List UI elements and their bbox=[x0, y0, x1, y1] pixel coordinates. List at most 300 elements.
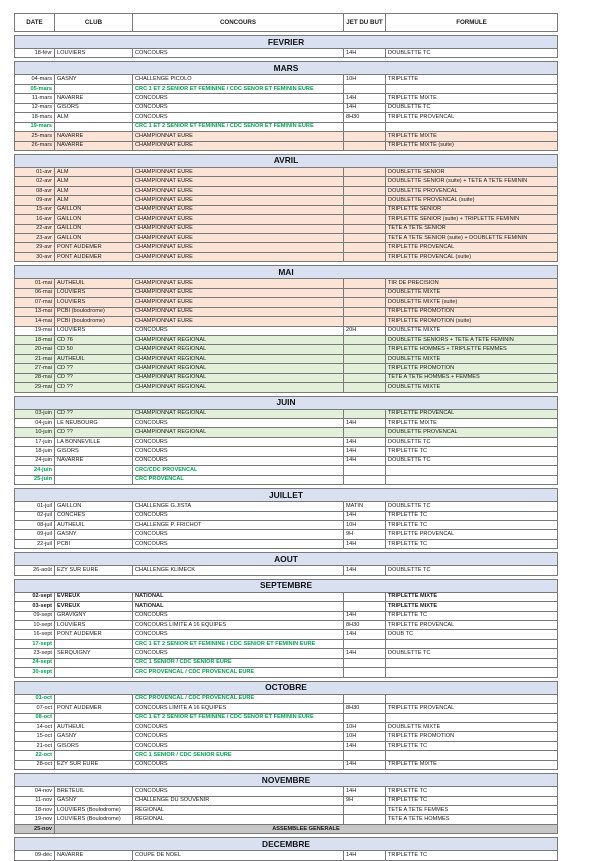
month-header-row bbox=[15, 579, 558, 592]
club-cell: PCBI (boulodrome) bbox=[55, 317, 133, 326]
date-cell: 06-mai bbox=[15, 288, 55, 297]
club-cell: GISORS bbox=[55, 103, 133, 112]
formule-cell: TRIPLETTE TC bbox=[386, 520, 558, 529]
month-title: AOUT bbox=[15, 553, 558, 566]
jet-du-but-cell bbox=[344, 243, 386, 252]
club-cell: LOUVIERS (Boulodrome) bbox=[55, 815, 133, 824]
formule-cell bbox=[386, 475, 558, 484]
formule-cell bbox=[386, 84, 558, 93]
jet-du-but-cell bbox=[344, 215, 386, 224]
event-row bbox=[15, 732, 558, 741]
date-cell: 11-nov bbox=[15, 796, 55, 805]
club-cell: GRAVIGNY bbox=[55, 611, 133, 620]
date-cell: 12-mars bbox=[15, 103, 55, 112]
formule-cell bbox=[386, 639, 558, 648]
jet-du-but-cell: 14H bbox=[344, 437, 386, 446]
event-row bbox=[15, 288, 558, 297]
jet-du-but-cell: 9H bbox=[344, 796, 386, 805]
date-cell: 18-mai bbox=[15, 335, 55, 344]
date-cell: 14-oct bbox=[15, 722, 55, 731]
concours-cell: CHAMPIONNAT EURE bbox=[133, 298, 344, 307]
concours-cell: CONCOURS bbox=[133, 437, 344, 446]
month-title: MARS bbox=[15, 62, 558, 75]
club-cell: CD 76 bbox=[55, 335, 133, 344]
club-cell: NAVARRE bbox=[55, 851, 133, 860]
formule-cell: DOUBLETTE TC bbox=[386, 103, 558, 112]
concours-cell: CHAMPIONNAT EURE bbox=[133, 317, 344, 326]
concours-cell: CHAMPIONNAT EURE bbox=[133, 243, 344, 252]
formule-cell: DOUBLETTE SENIOR bbox=[386, 167, 558, 176]
concours-cell: CONCOURS bbox=[133, 456, 344, 465]
date-cell: 02-juil bbox=[15, 511, 55, 520]
formule-cell: TRIPLETTE TC bbox=[386, 447, 558, 456]
concours-cell: CHAMPIONNAT EURE bbox=[133, 279, 344, 288]
concours-cell: CRC 1 ET 2 SENIOR ET FEMININE / CDC SENOR ET FEMININ EURE bbox=[133, 713, 344, 722]
event-row bbox=[15, 224, 558, 233]
formule-cell: TRIPLETTE PROMOTION (suite) bbox=[386, 317, 558, 326]
jet-du-but-cell bbox=[344, 84, 386, 93]
event-row bbox=[15, 252, 558, 261]
club-cell: CD ?? bbox=[55, 428, 133, 437]
event-row bbox=[15, 741, 558, 750]
jet-du-but-cell: 14H bbox=[344, 566, 386, 575]
table-body bbox=[15, 32, 558, 861]
jet-du-but-cell: 14H bbox=[344, 787, 386, 796]
club-cell: AUTHEUIL bbox=[55, 354, 133, 363]
formule-cell: DOUBLETTE MIXTE bbox=[386, 722, 558, 731]
concours-cell: CHAMPIONNAT EURE bbox=[133, 186, 344, 195]
event-row bbox=[15, 243, 558, 252]
date-cell: 17-juin bbox=[15, 437, 55, 446]
formule-cell bbox=[386, 668, 558, 677]
event-row bbox=[15, 815, 558, 824]
concours-cell: CONCOURS bbox=[133, 49, 344, 58]
club-cell: GAILLON bbox=[55, 502, 133, 511]
concours-cell: CRC 1 ET 2 SENIOR ET FEMININE / CDC SENOR ET FEMININ EURE bbox=[133, 122, 344, 131]
jet-du-but-cell bbox=[344, 592, 386, 601]
event-row bbox=[15, 335, 558, 344]
club-cell: PONT AUDEMER bbox=[55, 252, 133, 261]
month-title: MAI bbox=[15, 266, 558, 279]
jet-du-but-cell: 14H bbox=[344, 851, 386, 860]
date-cell: 04-mars bbox=[15, 75, 55, 84]
formule-cell: TETE A TETE HOMMES + FEMMES bbox=[386, 373, 558, 382]
jet-du-but-cell bbox=[344, 167, 386, 176]
club-cell: LOUVIERS bbox=[55, 298, 133, 307]
event-row bbox=[15, 428, 558, 437]
jet-du-but-cell bbox=[344, 132, 386, 141]
date-cell: 22-juil bbox=[15, 539, 55, 548]
concours-cell: CONCOURS bbox=[133, 649, 344, 658]
concours-cell: CHAMPIONNAT EURE bbox=[133, 307, 344, 316]
concours-cell: CHAMPIONNAT EURE bbox=[133, 132, 344, 141]
club-cell: PONT AUDEMER bbox=[55, 630, 133, 639]
date-cell: 09-juil bbox=[15, 530, 55, 539]
month-header-row bbox=[15, 489, 558, 502]
club-cell: PCBI (boulodrome) bbox=[55, 307, 133, 316]
formule-cell: TRIPLETTE TC bbox=[386, 851, 558, 860]
event-row bbox=[15, 215, 558, 224]
event-row bbox=[15, 326, 558, 335]
concours-cell: CHALLENGE PICOLO bbox=[133, 75, 344, 84]
month-title: JUILLET bbox=[15, 489, 558, 502]
date-cell: 20-mai bbox=[15, 345, 55, 354]
event-row bbox=[15, 122, 558, 131]
concours-cell: CHAMPIONNAT EURE bbox=[133, 177, 344, 186]
event-row bbox=[15, 364, 558, 373]
club-cell: CD ?? bbox=[55, 383, 133, 392]
event-row bbox=[15, 824, 558, 833]
date-cell: 25-nov bbox=[15, 824, 55, 833]
jet-du-but-cell bbox=[344, 317, 386, 326]
jet-du-but-cell bbox=[344, 383, 386, 392]
formule-cell: TRIPLETTE TC bbox=[386, 511, 558, 520]
concours-cell: CONCOURS bbox=[133, 419, 344, 428]
formule-cell: TRIPLETTE MIXTE bbox=[386, 94, 558, 103]
formule-cell: TRIPLETTE MIXTE (suite) bbox=[386, 141, 558, 150]
formule-cell bbox=[386, 751, 558, 760]
date-cell: 22-oct bbox=[15, 751, 55, 760]
formule-cell: TETE A TETE SENIOR (suite) + DOUBLETTE FEMININ bbox=[386, 234, 558, 243]
club-cell: EVREUX bbox=[55, 592, 133, 601]
jet-du-but-cell bbox=[344, 466, 386, 475]
date-cell: 21-mai bbox=[15, 354, 55, 363]
date-cell: 03-juin bbox=[15, 409, 55, 418]
event-row bbox=[15, 475, 558, 484]
concours-cell: CHAMPIONNAT REGIONAL bbox=[133, 373, 344, 382]
club-cell: BRETEUIL bbox=[55, 787, 133, 796]
month-header-row bbox=[15, 681, 558, 694]
jet-du-but-cell: 20H bbox=[344, 326, 386, 335]
jet-du-but-cell bbox=[344, 298, 386, 307]
club-cell: GASNY bbox=[55, 796, 133, 805]
formule-cell: DOUBLETTE MIXTE bbox=[386, 288, 558, 297]
event-row bbox=[15, 84, 558, 93]
club-cell: LA BONNEVILLE bbox=[55, 437, 133, 446]
concours-cell: CRC PROVENCAL / CDC PROVENCAL EURE bbox=[133, 668, 344, 677]
event-row bbox=[15, 205, 558, 214]
date-cell: 19-nov bbox=[15, 815, 55, 824]
date-cell: 25-mars bbox=[15, 132, 55, 141]
formule-cell: TRIPLETTE PROVENCAL (suite) bbox=[386, 252, 558, 261]
month-title: JUIN bbox=[15, 396, 558, 409]
concours-cell: CHAMPIONNAT REGIONAL bbox=[133, 364, 344, 373]
club-cell: GASNY bbox=[55, 732, 133, 741]
event-row bbox=[15, 704, 558, 713]
event-row bbox=[15, 186, 558, 195]
concours-cell: CONCOURS bbox=[133, 787, 344, 796]
formule-cell bbox=[386, 466, 558, 475]
concours-cell: CHALLENGE G.JISTA bbox=[133, 502, 344, 511]
formule-cell: DOUBLETTE TC bbox=[386, 456, 558, 465]
formule-cell: TRIPLETTE bbox=[386, 75, 558, 84]
date-cell: 01-juil bbox=[15, 502, 55, 511]
month-title: SEPTEMBRE bbox=[15, 579, 558, 592]
date-cell: 26-mars bbox=[15, 141, 55, 150]
concours-cell: REGIONAL bbox=[133, 806, 344, 815]
club-cell: GAILLON bbox=[55, 205, 133, 214]
jet-du-but-cell bbox=[344, 694, 386, 703]
concours-cell: CHAMPIONNAT REGIONAL bbox=[133, 335, 344, 344]
club-cell bbox=[55, 658, 133, 667]
date-cell: 15-avr bbox=[15, 205, 55, 214]
club-cell: LE NEUBOURG bbox=[55, 419, 133, 428]
formule-cell: TRIPLETTE MIXTE bbox=[386, 760, 558, 769]
event-row bbox=[15, 722, 558, 731]
concours-cell: CHAMPIONNAT EURE bbox=[133, 288, 344, 297]
club-cell: PONT AUDEMER bbox=[55, 243, 133, 252]
jet-du-but-cell bbox=[344, 279, 386, 288]
concours-cell: CONCOURS bbox=[133, 447, 344, 456]
formule-cell: TRIPLETTE PROVENCAL bbox=[386, 409, 558, 418]
event-row bbox=[15, 694, 558, 703]
jet-du-but-cell bbox=[344, 713, 386, 722]
date-cell: 22-avr bbox=[15, 224, 55, 233]
event-row bbox=[15, 234, 558, 243]
date-cell: 01-oct bbox=[15, 694, 55, 703]
formule-cell: TRIPLETTE TC bbox=[386, 741, 558, 750]
date-cell: 25-juin bbox=[15, 475, 55, 484]
table-header bbox=[15, 14, 558, 32]
date-cell: 02-avr bbox=[15, 177, 55, 186]
concours-cell: CHAMPIONNAT EURE bbox=[133, 215, 344, 224]
date-cell: 29-avr bbox=[15, 243, 55, 252]
header-date: DATE bbox=[15, 14, 55, 32]
concours-cell: CHAMPIONNAT EURE bbox=[133, 205, 344, 214]
formule-cell: DOUBLETTE MIXTE (suite) bbox=[386, 298, 558, 307]
event-row bbox=[15, 167, 558, 176]
jet-du-but-cell bbox=[344, 354, 386, 363]
formule-cell: TRIPLETTE MIXTE bbox=[386, 592, 558, 601]
event-row bbox=[15, 760, 558, 769]
month-title: FEVRIER bbox=[15, 36, 558, 49]
month-header-row bbox=[15, 266, 558, 279]
concours-cell: CONCOURS bbox=[133, 722, 344, 731]
event-row bbox=[15, 345, 558, 354]
month-title: OCTOBRE bbox=[15, 681, 558, 694]
concours-cell: CHALLENGE KLIMECK bbox=[133, 566, 344, 575]
formule-cell: TRIPLETTE TC bbox=[386, 796, 558, 805]
date-cell: 18-févr bbox=[15, 49, 55, 58]
jet-du-but-cell bbox=[344, 364, 386, 373]
club-cell: LOUVIERS (Boulodrome) bbox=[55, 806, 133, 815]
date-cell: 24-juin bbox=[15, 456, 55, 465]
date-cell: 08-avr bbox=[15, 186, 55, 195]
formule-cell: TRIPLETTE PROMOTION bbox=[386, 307, 558, 316]
jet-du-but-cell: 14H bbox=[344, 447, 386, 456]
club-cell bbox=[55, 668, 133, 677]
formule-cell: TRIPLETTE PROMOTION bbox=[386, 732, 558, 741]
jet-du-but-cell: 14H bbox=[344, 511, 386, 520]
jet-du-but-cell bbox=[344, 122, 386, 131]
concours-cell: NATIONAL bbox=[133, 602, 344, 611]
month-title: DECEMBRE bbox=[15, 838, 558, 851]
concours-cell: CONCOURS bbox=[133, 732, 344, 741]
concours-cell: CRC 1 ET 2 SENIOR ET FEMININE / CDC SENIOR ET FEMININ EURE bbox=[133, 639, 344, 648]
formule-cell: DOUBLETTE SENIOR (suite) + TETE A TETE FEMININ bbox=[386, 177, 558, 186]
club-cell: LOUVIERS bbox=[55, 326, 133, 335]
month-title: AVRIL bbox=[15, 154, 558, 167]
event-row bbox=[15, 796, 558, 805]
concours-cell: CHAMPIONNAT EURE bbox=[133, 167, 344, 176]
jet-du-but-cell: 9H bbox=[344, 530, 386, 539]
club-cell: GAILLON bbox=[55, 234, 133, 243]
jet-du-but-cell bbox=[344, 141, 386, 150]
event-row bbox=[15, 630, 558, 639]
club-cell: LOUVIERS bbox=[55, 621, 133, 630]
date-cell: 30-sept bbox=[15, 668, 55, 677]
concours-cell: CRC PROVENCAL bbox=[133, 475, 344, 484]
formule-cell: DOUBLETTE TC bbox=[386, 566, 558, 575]
club-cell: SERQUIGNY bbox=[55, 649, 133, 658]
date-cell: 02-sept bbox=[15, 592, 55, 601]
jet-du-but-cell bbox=[344, 428, 386, 437]
header-row bbox=[15, 14, 558, 32]
concours-cell: CHAMPIONNAT EURE bbox=[133, 224, 344, 233]
date-cell: 27-mai bbox=[15, 364, 55, 373]
jet-du-but-cell: 14H bbox=[344, 630, 386, 639]
formule-cell: TRIPLETTE MIXTE bbox=[386, 602, 558, 611]
jet-du-but-cell: 8H30 bbox=[344, 621, 386, 630]
formule-cell: TRIPLETTE TC bbox=[386, 787, 558, 796]
club-cell: CD ?? bbox=[55, 373, 133, 382]
event-row bbox=[15, 447, 558, 456]
date-cell: 10-juin bbox=[15, 428, 55, 437]
jet-du-but-cell bbox=[344, 409, 386, 418]
concours-cell: CONCOURS bbox=[133, 113, 344, 122]
formule-cell: DOUBLETTE TC bbox=[386, 49, 558, 58]
concours-cell: CHAMPIONNAT REGIONAL bbox=[133, 354, 344, 363]
formule-cell: TRIPLETTE TC bbox=[386, 611, 558, 620]
date-cell: 04-juin bbox=[15, 419, 55, 428]
formule-cell: TRIPLETTE HOMMES + TRIPLETTE FEMMES bbox=[386, 345, 558, 354]
date-cell: 23-sept bbox=[15, 649, 55, 658]
concours-cell: CRC/CDC PROVENCAL bbox=[133, 466, 344, 475]
club-cell: ALM bbox=[55, 196, 133, 205]
club-cell: CD ?? bbox=[55, 364, 133, 373]
club-cell: ALM bbox=[55, 167, 133, 176]
month-title: NOVEMBRE bbox=[15, 774, 558, 787]
event-row bbox=[15, 279, 558, 288]
concours-cell: CONCOURS bbox=[133, 741, 344, 750]
jet-du-but-cell bbox=[344, 224, 386, 233]
jet-du-but-cell: 14H bbox=[344, 49, 386, 58]
date-cell: 16-sept bbox=[15, 630, 55, 639]
event-row bbox=[15, 511, 558, 520]
jet-du-but-cell bbox=[344, 345, 386, 354]
formule-cell: TRIPLETTE SENIOR (suite) + TRIPLETTE FEMININ bbox=[386, 215, 558, 224]
club-cell bbox=[55, 122, 133, 131]
jet-du-but-cell: 10H bbox=[344, 75, 386, 84]
event-row bbox=[15, 103, 558, 112]
concours-cell: CONCOURS bbox=[133, 539, 344, 548]
month-header-row bbox=[15, 36, 558, 49]
date-cell: 03-sept bbox=[15, 602, 55, 611]
club-cell: ALM bbox=[55, 113, 133, 122]
formule-cell: TRIPLETTE SENIOR bbox=[386, 205, 558, 214]
date-cell: 24-sept bbox=[15, 658, 55, 667]
concours-cell: CHAMPIONNAT REGIONAL bbox=[133, 383, 344, 392]
date-cell: 18-juin bbox=[15, 447, 55, 456]
date-cell: 30-avr bbox=[15, 252, 55, 261]
event-row bbox=[15, 668, 558, 677]
club-cell: GASNY bbox=[55, 75, 133, 84]
date-cell: 04-nov bbox=[15, 787, 55, 796]
concours-cell: CHAMPIONNAT EURE bbox=[133, 141, 344, 150]
date-cell: 01-mai bbox=[15, 279, 55, 288]
date-cell: 28-mai bbox=[15, 373, 55, 382]
concours-cell: NATIONAL bbox=[133, 592, 344, 601]
date-cell: 14-mai bbox=[15, 317, 55, 326]
club-cell: EZY SUR EURE bbox=[55, 566, 133, 575]
jet-du-but-cell: 14H bbox=[344, 539, 386, 548]
club-cell: GISORS bbox=[55, 447, 133, 456]
event-row bbox=[15, 806, 558, 815]
event-row bbox=[15, 383, 558, 392]
jet-du-but-cell bbox=[344, 475, 386, 484]
club-cell: ALM bbox=[55, 177, 133, 186]
date-cell: 28-oct bbox=[15, 760, 55, 769]
event-row bbox=[15, 419, 558, 428]
event-row bbox=[15, 851, 558, 860]
date-cell: 01-avr bbox=[15, 167, 55, 176]
concours-cell: CHALLENGE P. FRICHOT bbox=[133, 520, 344, 529]
formule-cell bbox=[386, 713, 558, 722]
club-cell bbox=[55, 475, 133, 484]
header-concours: CONCOURS bbox=[133, 14, 344, 32]
event-row bbox=[15, 196, 558, 205]
jet-du-but-cell: 14H bbox=[344, 649, 386, 658]
club-cell: NAVARRE bbox=[55, 141, 133, 150]
jet-du-but-cell bbox=[344, 186, 386, 195]
concours-cell: CRC 1 ET 2 SENIOR ET FEMININE / CDC SENOR ET FEMININ EURE bbox=[133, 84, 344, 93]
formule-cell: DOUBLETTE MIXTE bbox=[386, 326, 558, 335]
concours-cell: CHALLENGE DU SOUVENIR bbox=[133, 796, 344, 805]
date-cell: 10-sept bbox=[15, 621, 55, 630]
month-header-row bbox=[15, 154, 558, 167]
event-row bbox=[15, 530, 558, 539]
date-cell: 07-oct bbox=[15, 704, 55, 713]
event-row bbox=[15, 456, 558, 465]
date-cell: 09-avr bbox=[15, 196, 55, 205]
jet-du-but-cell bbox=[344, 373, 386, 382]
event-row bbox=[15, 658, 558, 667]
club-cell: NAVARRE bbox=[55, 132, 133, 141]
club-cell: CD 50 bbox=[55, 345, 133, 354]
header-club: CLUB bbox=[55, 14, 133, 32]
concours-cell: CONCOURS bbox=[133, 760, 344, 769]
formule-cell: TRIPLETTE PROVENCAL bbox=[386, 704, 558, 713]
jet-du-but-cell bbox=[344, 658, 386, 667]
jet-du-but-cell: 14H bbox=[344, 456, 386, 465]
formule-cell: TRIPLETTE PROMOTION bbox=[386, 364, 558, 373]
club-cell: PONT AUDEMER bbox=[55, 704, 133, 713]
club-cell: GAILLON bbox=[55, 224, 133, 233]
event-row bbox=[15, 317, 558, 326]
date-cell: 15-oct bbox=[15, 732, 55, 741]
concours-cell: CONCOURS bbox=[133, 530, 344, 539]
event-row bbox=[15, 177, 558, 186]
club-cell: NAVARRE bbox=[55, 94, 133, 103]
jet-du-but-cell bbox=[344, 307, 386, 316]
month-header-row bbox=[15, 62, 558, 75]
formule-cell bbox=[386, 694, 558, 703]
formule-cell: TETE A TETE SENIOR bbox=[386, 224, 558, 233]
date-cell: 16-avr bbox=[15, 215, 55, 224]
formule-cell: TETE A TETE FEMMES bbox=[386, 806, 558, 815]
jet-du-but-cell: 10H bbox=[344, 722, 386, 731]
assembly-cell: ASSEMBLEE GENERALE bbox=[55, 824, 558, 833]
